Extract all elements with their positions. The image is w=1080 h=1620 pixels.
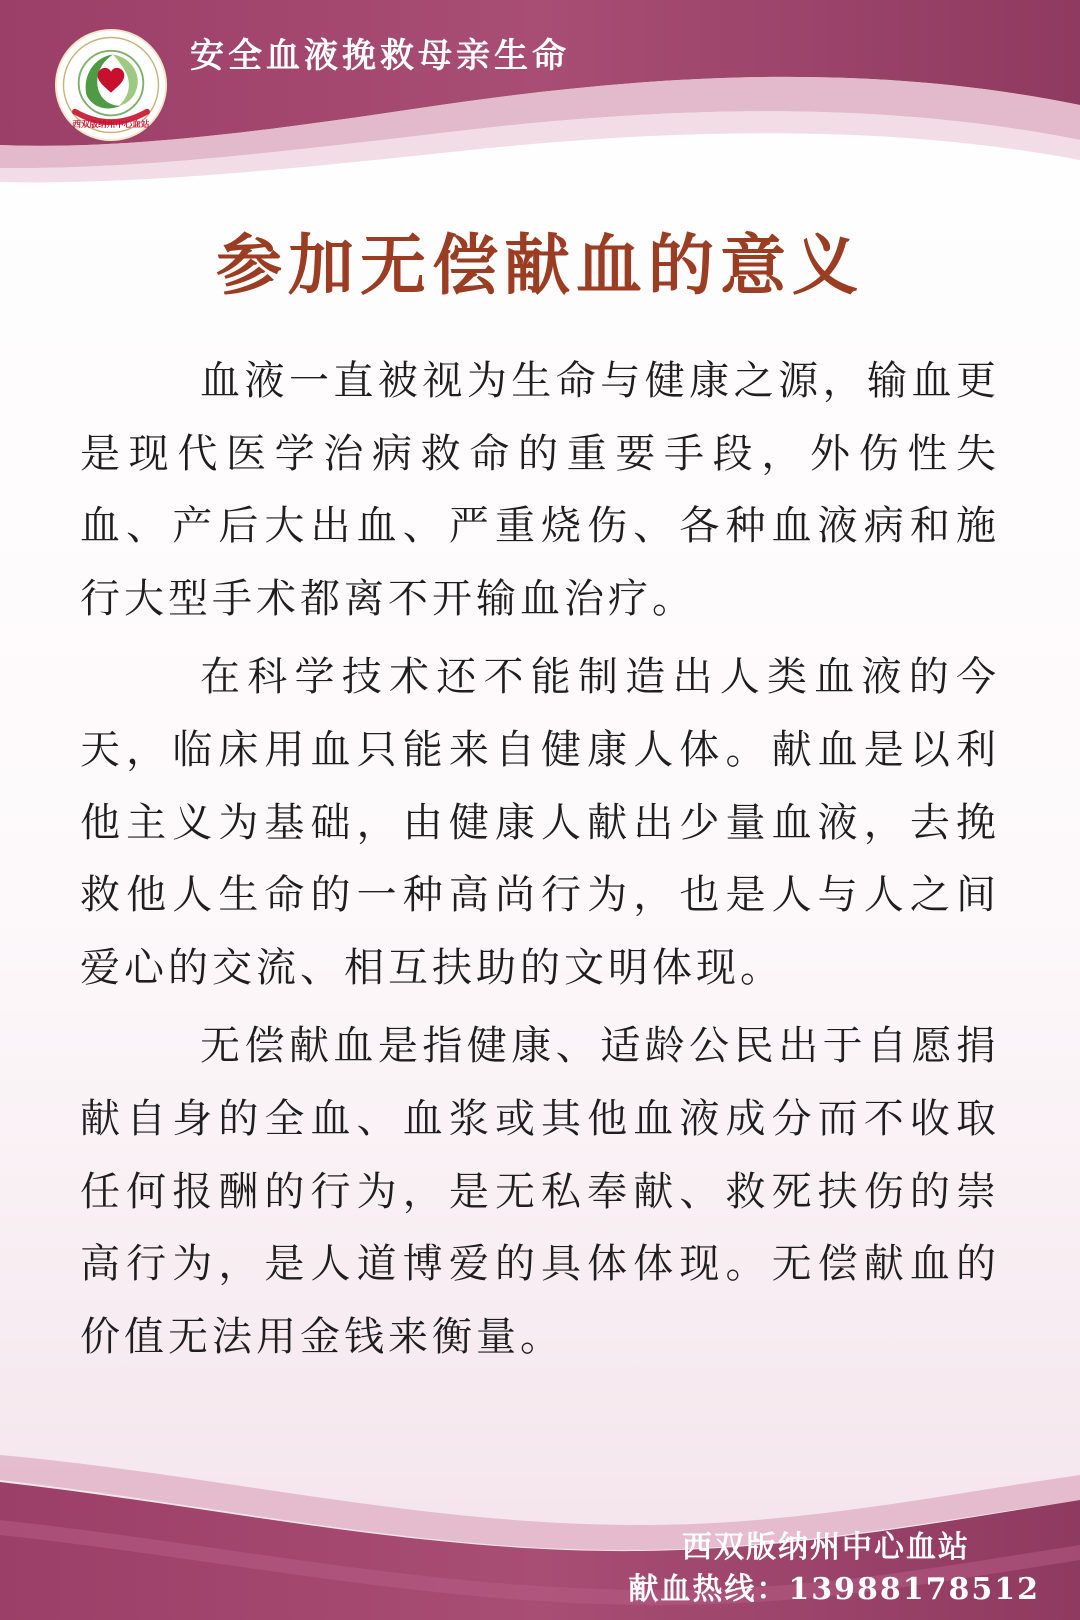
svg-text:西双版纳州中心血站: 西双版纳州中心血站 [72, 119, 150, 130]
page-title: 参加无偿献血的意义 [216, 226, 864, 304]
paragraph-1: 血液一直被视为生命与健康之源，输血更是现代医学治病救命的重要手段，外伤性失血、产后大出血、严重烧伤、各种血液病和施行大型手术都离不开输血治疗。 [80, 358, 1000, 622]
paragraph-2: 在科学技术还不能制造出人类血液的今天，临床用血只能来自健康人体。献血是以利他主义为基础，由健康人献出少量血液，去挽救他人生命的一种高尚行为，也是人与人之间爱心的交流、相互扶助的文明体现。 [80, 654, 1000, 991]
paragraph-3: 无偿献血是指健康、适龄公民出于自愿捐献自身的全血、血浆或其他血液成分而不收取任何报酬的行为，是无私奉献、救死扶伤的崇高行为，是人道博爱的具体体现。无偿献血的价值无法用金钱来衡量。 [80, 1023, 1000, 1360]
blood-station-logo-icon [54, 28, 168, 142]
top-slogan: 安全血液挽救母亲生命 [190, 36, 570, 76]
footer-hotline: 献血热线：13988178512 [628, 1572, 1040, 1607]
body-text [80, 345, 1000, 1379]
footer-organization: 西双版纳州中心血站 [682, 1530, 970, 1565]
